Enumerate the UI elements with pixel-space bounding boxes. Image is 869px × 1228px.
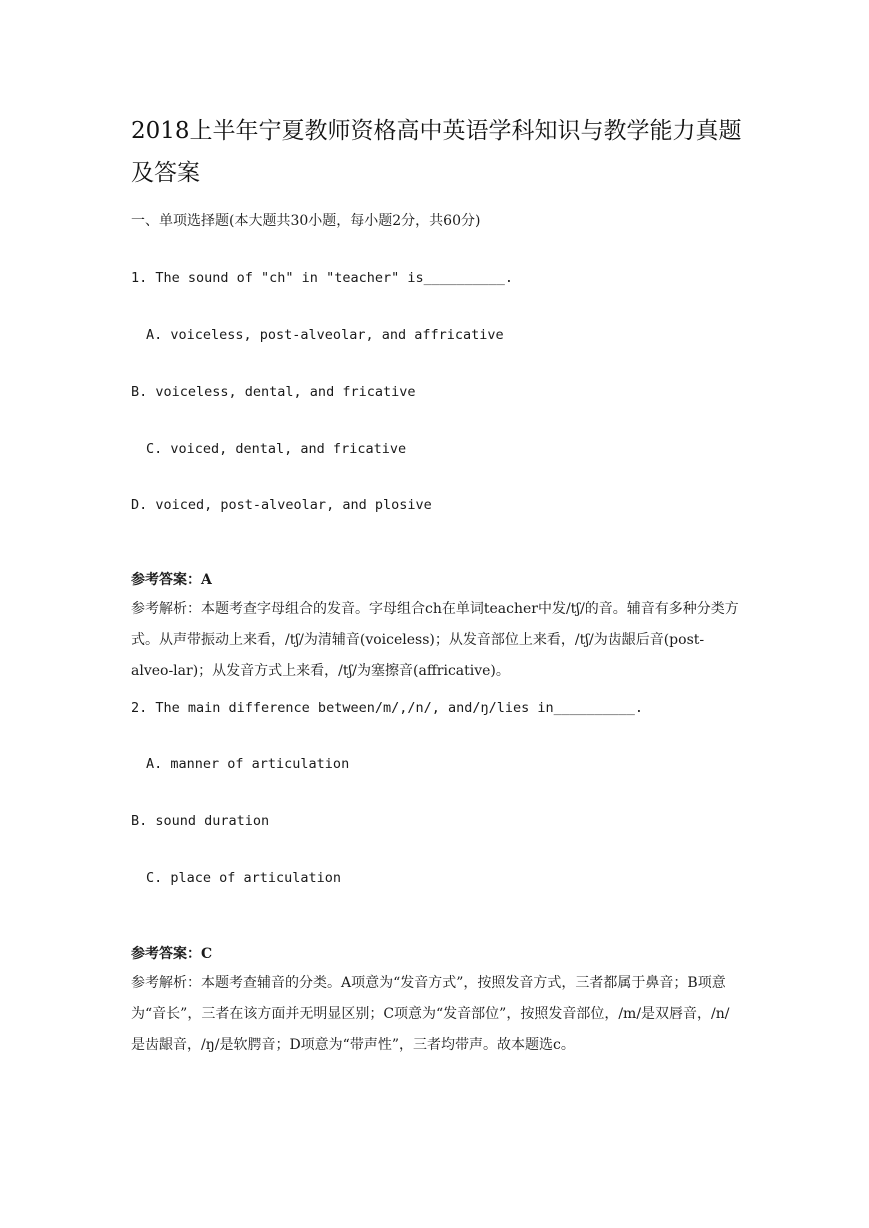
- question-2-stem: 2. The main difference between/m/,/n/, and/ŋ/lies in__________.: [131, 700, 644, 716]
- question-2-option-a: A. manner of articulation: [146, 756, 350, 772]
- document-title: 2018上半年宁夏教师资格高中英语学科知识与教学能力真题及答案: [131, 118, 742, 186]
- question-1-option-c: C. voiced, dental, and fricative: [146, 441, 407, 457]
- question-2-analysis: 参考解析：本题考查辅音的分类。A项意为“发音方式”，按照发音方式，三者都属于鼻音；B项意为“音长”，三者在该方面并无明显区别；C项意为“发音部位”，按照发音部位，/m/是双唇音，/n/是齿龈音，/ŋ/是软腭音；D项意为“带声性”，三者均带声。故本题选c。: [131, 975, 730, 1053]
- question-2-answer: 参考答案：C: [131, 946, 213, 962]
- question-2-option-c: C. place of articulation: [146, 870, 342, 886]
- question-1-option-d: D. voiced, post-alveolar, and plosive: [131, 497, 432, 513]
- question-1-stem: 1. The sound of "ch" in "teacher" is__________.: [131, 270, 514, 286]
- question-1-analysis: 参考解析：本题考查字母组合的发音。字母组合ch在单词teacher中发/tʃ/的音。辅音有多种分类方式。从声带振动上来看，/tʃ/为清辅音(voiceless)；从发音部位上来看，/tʃ/为齿龈后音(post-alveo-lar)；从发音方式上来看，/tʃ/为塞擦音(affricative)。: [131, 601, 739, 679]
- section-heading: 一、单项选择题(本大题共30小题，每小题2分，共60分): [131, 213, 481, 229]
- question-2-option-b: B. sound duration: [131, 813, 270, 829]
- question-1-answer: 参考答案：A: [131, 572, 212, 588]
- question-1-option-b: B. voiceless, dental, and fricative: [131, 384, 416, 400]
- question-1-option-a: A. voiceless, post-alveolar, and affricative: [146, 327, 504, 343]
